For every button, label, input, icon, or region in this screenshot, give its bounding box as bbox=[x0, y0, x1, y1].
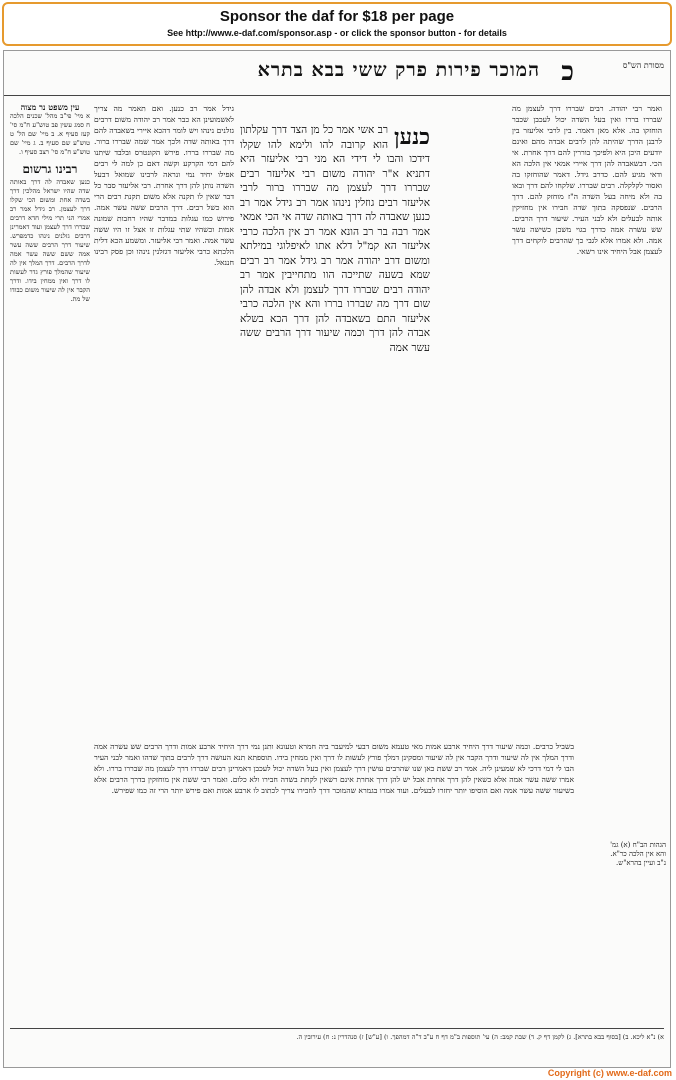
header-rule bbox=[4, 95, 670, 96]
rashi-commentary: ואמר רבי יהודה. רבים שבררו דרך לעצמן מה שבררו בררו ואין בעל השדה יכול לעכבן שכבר הוחזקו בה. אלא מאן דאמר. בין לרבי אליעזר בין לרבנן הדרך שהיתה להן לרבים אבדה מהם ואינם יודעים היכן היא ולפיכך בוררין להם דרך אחרת. אי הכי. דבשאבדה להן דרך איירי אמאי אין הלכה הא ודאי מגיע להם. כדרב גידל. דאמר שהוחזקו בה ואסור לקלקלה. רבים שבררו. שלקחו להם דרך ובאו בה ולא מיחה בעל השדה ה"ז מוחזק להם. דרך הרבים. שנפסקה בתוך שדה חבירו אין מחזיקין אותה לבעלים ולא לבני העיר. שיעור דרך הרבים. שש עשרה אמה כדרך בגוי משכן כשישה עשר אמה. ולא אמרו אלא לגבי כך שהרבים לוקחים דרך לעצמן אבל היחיד אינו רשאי. bbox=[512, 104, 662, 256]
masoret-hashas-label: מסורת הש"ס bbox=[622, 61, 664, 70]
sponsor-subline[interactable]: See http://www.e-daf.com/sponsor.asp - or click the sponsor button - for details bbox=[167, 28, 507, 38]
ein-mishpat-header: עין משפט נר מצוה bbox=[20, 103, 80, 112]
tosafot-commentary: גידל אמר רב כנען. ואם תאמר מה צריך לאשמועינן הא כבר אמר רב יהודה משום דרבים גזלנים נינהו ויש לומר דהכא איירי בשאבדה להם דרך באותה שדה ולכך אמר שמה שבררו ברור. מה שבררו בררו. פירש הקונטרס ובלבד שיתנו להם דמי הקרקע וקשה דאם כן למה לי רבים אפילו יחיד נמי ונראה לרבינו שמואל דבעל השדה נותן להן דרך אחרת. רבי אליעזר סבר כל דבר שאין לו תקנה אלא משום תקנת רבים הרי הוא כשל רבים. דרך הרבים ששה עשר אמה. פירוש כמו עגלות במדבר שהיו רחבות שמונה אמות וכשהיו שתי עגלות זו אצל זו היו ששה עשר אמה. ואמר רבי אליעזר. ומשמע הכא דלית הלכתא כרבי אליעזר דגזלנין נינהו וכן פסק רבינו חננאל. bbox=[94, 104, 234, 267]
rabbeinu-gershom-title: רבינו גרשום bbox=[22, 162, 78, 176]
gemara-text bbox=[240, 123, 430, 733]
talmud-page bbox=[3, 50, 671, 1068]
sponsor-headline[interactable]: Sponsor the daf for $18 per page bbox=[219, 8, 455, 25]
gemara-body: רב אשי אמר כל מן הצד דרך עקלתון הוא קרובה להו ולימא להו שקלו דידכו והבו לי דידי הא מני רבי אליעזר היא דתניא א"ר יהודה משום רבי אליעזר רבים שבררו דרך לעצמן מה שבררו ברור לרבי אליעזר רבים גוזלין נינהו אמר רב גידל אמר רב כנען שאבדה לה דרך באותה שדה אי הכי אמאי אמר רבה בר רב הונא אמר רב אין הלכה כרבי אליעזר הא קמ"ל דלא אתו לאיפלוגי במילתא ומשום דרב יהודה אמר רב גידל אמר רב רבים שמא בשעה שתייכה הוו מתחייבין אמר רב יהודה רבים שבררו דרך לעצמן ולא אבדה להן שום דרך מה שבררו בררו והא אין הלכה כרבי אליעזר התם בשאבדה להן דרך הכא בשלא אבדה להן דרך וכמה שיעור דרך הרבים ששה עשר אמה bbox=[240, 124, 430, 354]
rabbeinu-gershom-text: כנען שאבדה לה דרך באותה שדה שהיו ישראל מהלכין דרך בשדה אחת ומשום הכי שקלו דרך לעצמן. רב גידל אמר רב אמרי הני תרי מילי חדא דרבים שבררו דרך לעצמן ועוד דאמרינן דרבים גזלנים נינהו כדמפרש. שיעור דרך הרבים ששה עשר אמה ששם ששה עשר אמה לדרך הרבים. דרך המלך אין לה שיעור שהמלך פורץ גדר לעשות לו דרך ואין ממחין בידו. ודרך הקבר אין לה שיעור משום כבודו של מת. bbox=[10, 178, 90, 303]
page-header bbox=[4, 57, 670, 93]
copyright-link[interactable]: Copyright (c) www.e-daf.com bbox=[547, 1068, 672, 1078]
footnote-rule bbox=[10, 1028, 664, 1029]
footnotes: א) נ"א ליכא. ב) [בסוף בבא בתרא]. ג) לקמן דף ק. ד) שבת קמב: ה) עי' תוספות ב"מ דף ח ע"ב ד"ה דמהפך. ו) [ע"ש] ז) סנהדרין נ: ח) עירובין ה. bbox=[296, 1033, 664, 1041]
lower-commentary: בשביל כרבים. וכמה שיעור דרך היחיד ארבע אמות מאי טעמא משום דבעי למיעבר ביה חמרא וטעונא ותנן נמי דרך היחיד ארבע אמות ודרך הרבים שש עשרה אמה ודרך המלך אין לה שיעור ודרך הקבר אין לה שיעור ומסקינן דמלך פורץ לעשות לו דרך ואין ממחין בידו. תוספתא תנא העושה דרך לרבים בתוך שדהו ואמר לבני העיר הבו לי דמי דרכי לא שמעינן ליה. אמר רב ששת כאן שנו שהרבים עושין דרך לעצמן ואין בעל השדה יכול לעכבן דאמרינן רבים שבררו דרך לעצמן מה שבררו בררו. ולא אמרו ששה עשר אמה אלא כשאין להן דרך אחרת אבל יש להן דרך אחרת אינם רשאין לקחת בשדה חבירו ולא כלום. ואמר רבי ששת אין מוחזקין בדרך הרבים אלא בשיעור ששה עשר אמה ואם הוסיפו יותר יחזרו לבעלים. ועוד אמרו בגמרא שהמוכר דרך לחבירו צריך לכתוב לו ארבע אמות ואם פירש יותר הרי זה כמו שפירש. bbox=[94, 742, 574, 795]
left-margin-column bbox=[10, 103, 90, 1033]
gemara-opening-word: כנען bbox=[394, 124, 430, 150]
ein-mishpat-refs: א מיי' פי"ב מהל' שכנים הלכה ח סמג עשין פב טוש"ע ח"מ סי' קעז סעיף א. ב מיי' שם הל' ט טוש"ע שם סעיף ב. ג מיי' שם טוש"ע ח"מ סי' רצב סעיף ו. bbox=[10, 112, 90, 156]
page-number-letter: כ bbox=[561, 57, 574, 87]
hagahot-habach: הגהות הב"ח (א) גמ' והא אין הלכה כר"א. נ"ב ועיין בהרא"ש. bbox=[610, 841, 666, 867]
sponsor-banner[interactable] bbox=[2, 2, 672, 46]
page-title: המוכר פירות פרק ששי בבא בתרא bbox=[257, 59, 540, 81]
